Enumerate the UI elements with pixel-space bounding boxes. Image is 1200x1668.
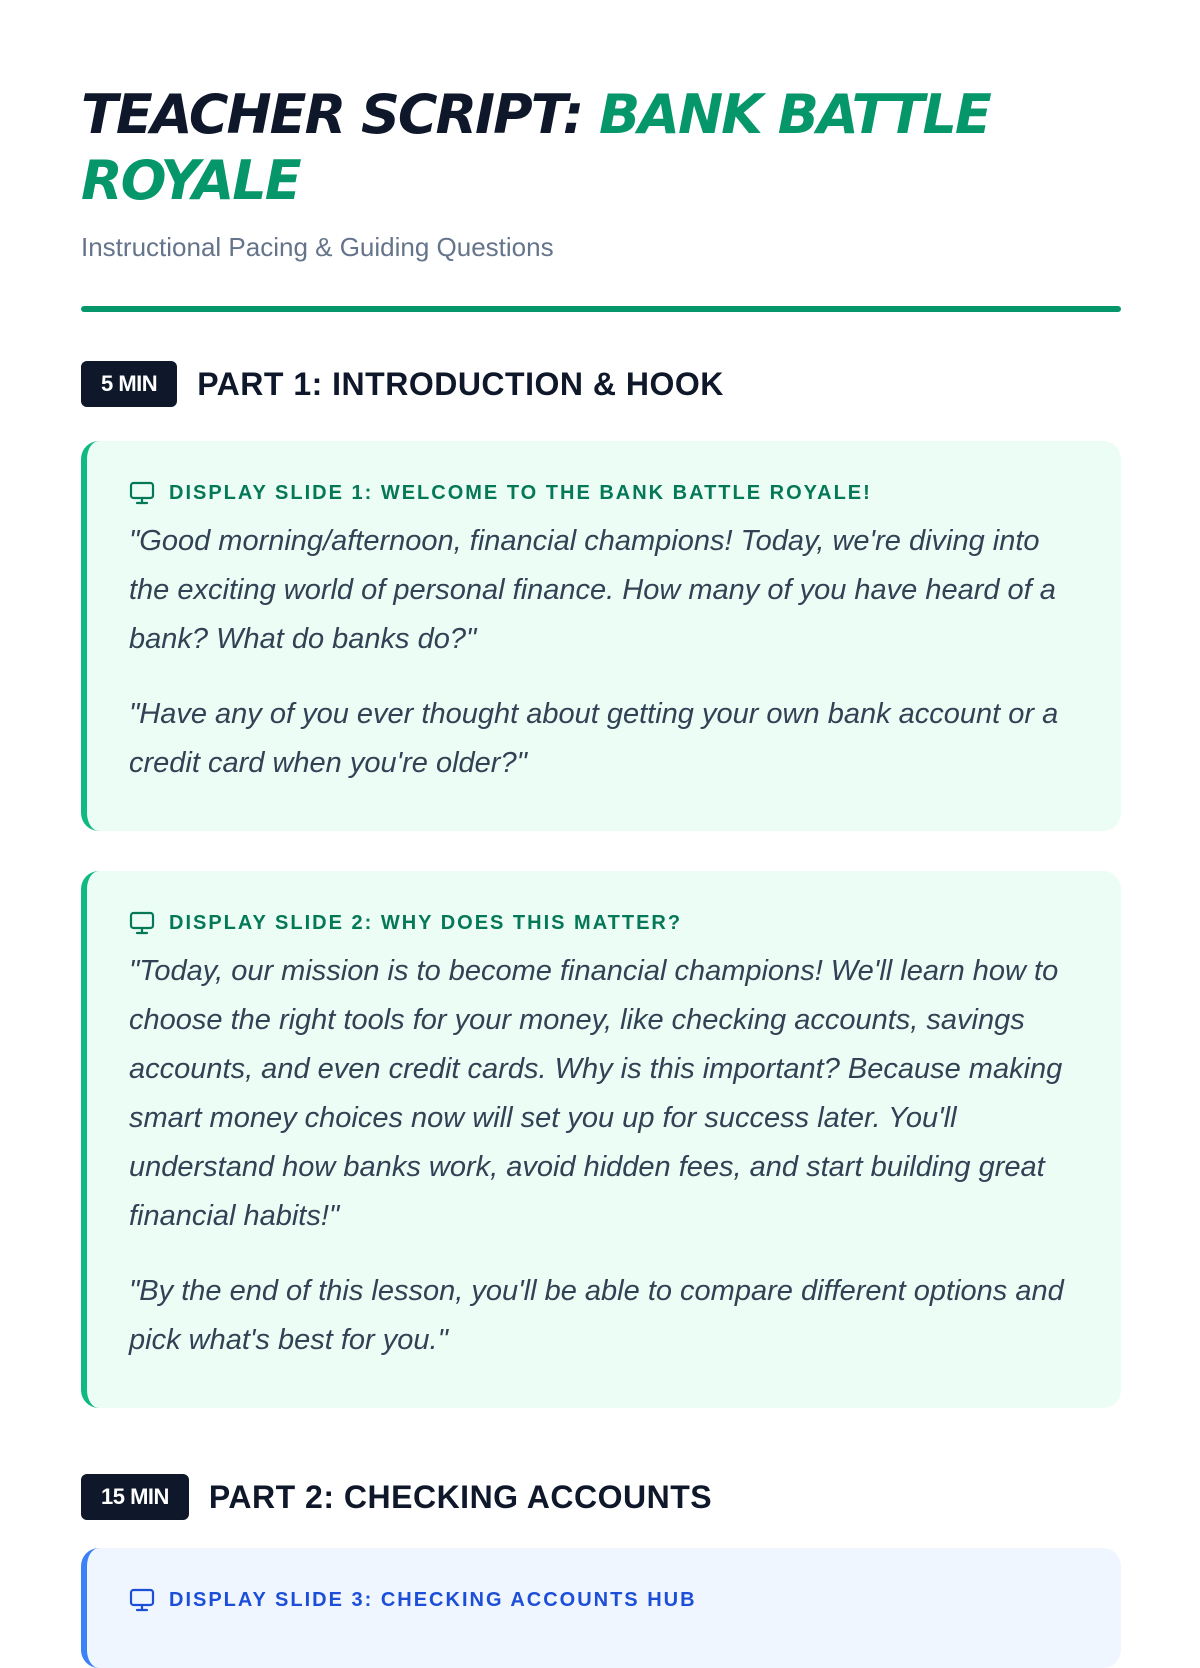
section-header-part-1 — [81, 360, 724, 408]
script-paragraph: "Today, our mission is to become financial champions! We'll learn how to choose the right tools for your money, like checking accounts, savings accounts, and even credit cards. Why is this important? Because making smart money choices now will set you up for success later. You'll understand how banks work, avoid hidden fees, and start building great financial habits!" — [129, 955, 1063, 1232]
script-card-slide-2 — [81, 871, 1121, 1408]
page-title-main: TEACHER SCRIPT: — [81, 83, 599, 146]
page-title — [81, 82, 1131, 214]
slide-label — [129, 1586, 1077, 1614]
script-paragraph: "Good morning/afternoon, financial champions! Today, we're diving into the exciting world of personal finance. How many of you have heard of a bank? What do banks do?" — [129, 525, 1056, 655]
page-subtitle: Instructional Pacing & Guiding Questions — [81, 232, 554, 262]
section-title: PART 1: INTRODUCTION & HOOK — [197, 365, 724, 402]
script-card-slide-1 — [81, 441, 1121, 831]
section-header-part-2 — [81, 1473, 712, 1521]
monitor-icon — [129, 1588, 155, 1612]
script-paragraph: "Have any of you ever thought about getting your own bank account or a credit card when you're older?" — [129, 698, 1059, 779]
monitor-icon — [129, 911, 155, 935]
slide-label-text: DISPLAY SLIDE 3: CHECKING ACCOUNTS HUB — [169, 1588, 697, 1611]
time-badge: 15 MIN — [81, 1474, 189, 1520]
section-title: PART 2: CHECKING ACCOUNTS — [208, 1478, 713, 1515]
header-divider — [81, 306, 1121, 312]
slide-label — [129, 909, 1077, 937]
script-paragraph: "By the end of this lesson, you'll be able to compare different options and pick what's best for you." — [129, 1275, 1064, 1356]
slide-label-text: DISPLAY SLIDE 2: WHY DOES THIS MATTER? — [169, 911, 683, 934]
page-title-accent: BANK BATTLE ROYALE — [81, 83, 990, 212]
monitor-icon — [129, 481, 155, 505]
slide-label-text: DISPLAY SLIDE 1: WELCOME TO THE BANK BATTLE ROYALE! — [169, 481, 872, 504]
slide-label — [129, 479, 1077, 507]
time-badge: 5 MIN — [81, 361, 177, 407]
script-card-slide-3 — [81, 1548, 1121, 1668]
